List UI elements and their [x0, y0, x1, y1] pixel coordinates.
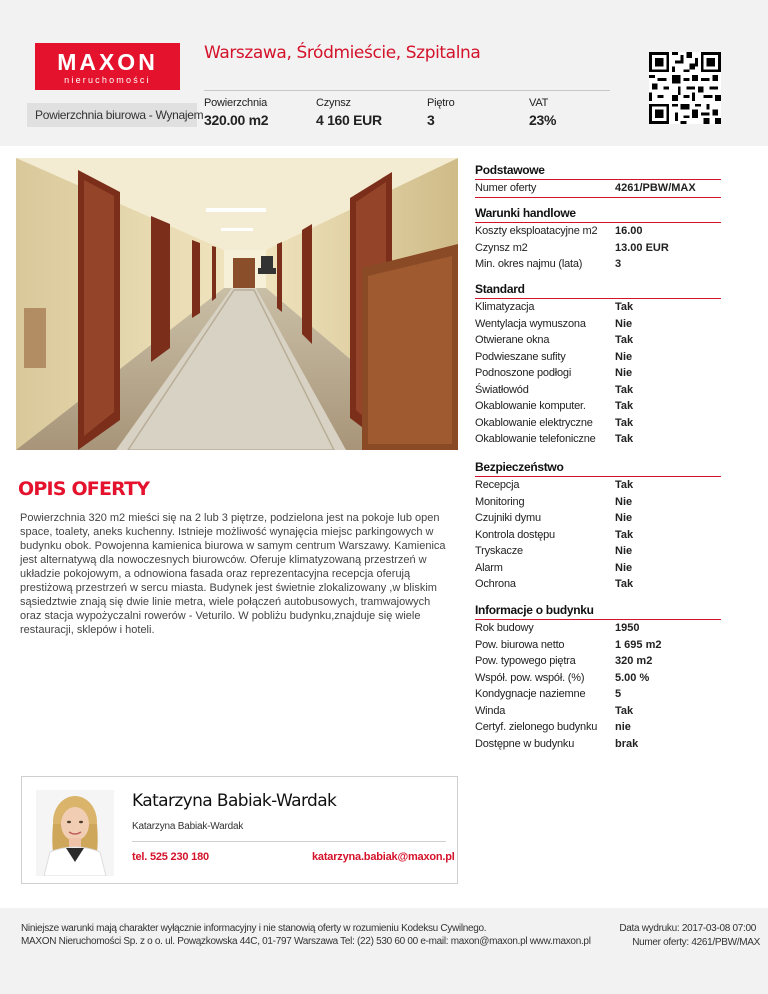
data-row — [475, 637, 721, 654]
row-key: Monitoring — [475, 495, 525, 508]
row-key: Numer oferty — [475, 182, 537, 194]
data-row — [475, 431, 721, 448]
row-key: Ochrona — [475, 578, 516, 590]
row-key: Winda — [475, 704, 506, 717]
row-value: Tak — [615, 334, 634, 346]
row-key: Recepcja — [475, 479, 520, 491]
row-value: Nie — [615, 561, 633, 574]
row-key: Koszty eksploatacyjne m2 — [475, 225, 598, 237]
row-key: Podnoszone podłogi — [475, 367, 572, 379]
data-row — [475, 349, 721, 366]
data-row — [475, 670, 721, 687]
agent-phone-link[interactable]: tel. 525 230 180 — [132, 851, 209, 863]
data-row — [475, 240, 721, 257]
section-title: Bezpieczeństwo — [475, 460, 721, 477]
data-row — [475, 560, 721, 577]
section-informacje-o-budynku — [475, 603, 721, 752]
agent-name: Katarzyna Babiak-Wardak — [132, 791, 337, 811]
row-value: Nie — [615, 367, 633, 379]
section-title: Informacje o budynku — [475, 603, 721, 620]
stat-area — [204, 97, 268, 128]
qr-code-icon[interactable] — [647, 52, 723, 124]
row-key: Światłowód — [475, 383, 529, 396]
header-divider — [204, 90, 610, 91]
row-value: 1 695 m2 — [615, 638, 662, 651]
data-row — [475, 180, 721, 198]
agent-card — [21, 776, 458, 884]
row-key: Alarm — [475, 561, 503, 574]
description-text: Powierzchnia 320 m2 mieści się na 2 lub 3 piętrze, podzielona jest na pokoje lub open space, toalety, aneks kuchenny. Istnieje możliwość wynajęcia miejsc parkingowych w budynku obok. Powojenna kamienica biurowa w samym centrum Warszawy. Kamienica jest alternatywą dla nowoczesnych biurowców. Oferuje klimatyzowaną przestrzeń w układzie pokojowym, a odnowiona fasada oraz reprezentacyjna recepcja oferują prestiżową przestrzeń w sercu miasta. Budynek jest świetnie zlokalizowany ,w bliskim sąsiedztwie znają się dwie linie metra, wiele połączeń autobusowych, tramwajowych oraz stacja wypożyczalni rowerów - Veturilo. W pobliżu budynku,znajduje się wiele restauracji, sklepów i hoteli. — [20, 512, 446, 636]
header — [0, 0, 768, 146]
row-value: 13.00 EUR — [615, 241, 669, 254]
stat-label: VAT — [529, 97, 549, 109]
data-row — [475, 365, 721, 382]
data-row — [475, 719, 721, 736]
row-key: Min. okres najmu (lata) — [475, 258, 583, 270]
footer-print-date: Data wydruku: 2017-03-08 07:00 — [619, 923, 756, 934]
data-row — [475, 299, 721, 316]
row-value: Tak — [615, 383, 634, 396]
section-podstawowe — [475, 163, 721, 198]
stat-rent — [316, 97, 382, 128]
stat-value: 3 — [427, 112, 435, 128]
office-corridor-photo[interactable] — [16, 158, 458, 450]
location-title: Warszawa, Śródmieście, Szpitalna — [204, 43, 481, 63]
row-value: 16.00 — [615, 225, 643, 237]
row-key: Wentylacja wymuszona — [475, 317, 586, 330]
data-row — [475, 653, 721, 670]
agent-email-link[interactable]: katarzyna.babiak@maxon.pl — [312, 851, 455, 863]
row-key: Podwieszane sufity — [475, 350, 566, 363]
data-row — [475, 398, 721, 415]
row-key: Kondygnacje naziemne — [475, 688, 586, 700]
row-value: Tak — [615, 578, 634, 590]
stat-label: Piętro — [427, 97, 455, 109]
data-row — [475, 543, 721, 560]
row-value: 4261/PBW/MAX — [615, 182, 696, 194]
row-key: Dostępne w budynku — [475, 737, 575, 750]
row-value: 5.00 % — [615, 671, 650, 684]
data-row — [475, 527, 721, 544]
row-key: Czynsz m2 — [475, 241, 528, 254]
data-row — [475, 316, 721, 333]
row-key: Czujniki dymu — [475, 512, 541, 524]
description-title: OPIS OFERTY — [18, 478, 150, 500]
row-key: Okablowanie telefoniczne — [475, 433, 596, 445]
row-key: Pow. biurowa netto — [475, 638, 565, 651]
offer-type-label: Powierzchnia biurowa - Wynajem — [27, 103, 197, 127]
row-value: 1950 — [615, 622, 640, 634]
data-row — [475, 382, 721, 399]
agent-photo — [36, 790, 114, 876]
row-key: Certyf. zielonego budynku — [475, 721, 598, 733]
row-value: 3 — [615, 258, 622, 270]
row-value: Nie — [615, 350, 633, 363]
section-title: Warunki handlowe — [475, 206, 721, 223]
data-row — [475, 686, 721, 703]
row-key: Otwierane okna — [475, 334, 550, 346]
section-standard — [475, 282, 721, 448]
data-row — [475, 494, 721, 511]
row-value: Tak — [615, 416, 634, 429]
data-row — [475, 415, 721, 432]
row-key: Okablowanie elektryczne — [475, 416, 593, 429]
section-warunki-handlowe — [475, 206, 721, 273]
row-value: 5 — [615, 688, 622, 700]
data-row — [475, 736, 721, 753]
maxon-logo[interactable] — [35, 43, 180, 90]
row-value: Nie — [615, 512, 633, 524]
section-title: Standard — [475, 282, 721, 299]
data-row — [475, 256, 721, 273]
stat-floor — [427, 97, 455, 128]
row-value: nie — [615, 721, 631, 733]
stat-value: 320.00 m2 — [204, 112, 269, 128]
data-row — [475, 510, 721, 527]
stat-value: 4 160 EUR — [316, 112, 382, 128]
data-row — [475, 223, 721, 240]
data-row — [475, 332, 721, 349]
stat-vat — [529, 97, 556, 128]
row-key: Klimatyzacja — [475, 301, 535, 313]
row-value: Tak — [615, 479, 634, 491]
row-value: Tak — [615, 528, 634, 541]
section-bezpieczenstwo — [475, 460, 721, 593]
stat-label: Powierzchnia — [204, 97, 268, 109]
data-row — [475, 620, 721, 637]
footer — [0, 908, 768, 994]
footer-company: MAXON Nieruchomości Sp. z o o. ul. Powązkowska 44C, 01-797 Warszawa Tel: (22) 530 60 00 e-mail: maxon@maxon.pl www.maxon.pl — [21, 936, 591, 947]
logo-sub: nieruchomości — [64, 75, 151, 85]
stat-label: Czynsz — [316, 97, 351, 109]
footer-offer-number: Numer oferty: 4261/PBW/MAX — [632, 937, 760, 948]
row-value: Nie — [615, 495, 633, 508]
row-key: Okablowanie komputer. — [475, 400, 586, 412]
footer-disclaimer: Niniejsze warunki mają charakter wyłącznie informacyjny i nie stanowią oferty w rozumieniu Kodeksu Cywilnego. — [21, 923, 487, 934]
stat-value: 23% — [529, 112, 557, 128]
row-value: 320 m2 — [615, 655, 653, 667]
data-row — [475, 576, 721, 593]
row-key: Współ. pow. współ. (%) — [475, 671, 585, 684]
section-title: Podstawowe — [475, 163, 721, 180]
row-value: brak — [615, 737, 639, 750]
row-value: Nie — [615, 545, 633, 557]
row-key: Rok budowy — [475, 622, 534, 634]
row-value: Tak — [615, 433, 634, 445]
row-value: Tak — [615, 400, 634, 412]
agent-divider — [132, 841, 446, 842]
agent-subname: Katarzyna Babiak-Wardak — [132, 821, 244, 832]
row-key: Tryskacze — [475, 545, 523, 557]
row-value: Tak — [615, 301, 634, 313]
data-row — [475, 477, 721, 494]
logo-main: MAXON — [57, 49, 158, 75]
row-key: Kontrola dostępu — [475, 528, 555, 541]
row-value: Nie — [615, 317, 633, 330]
data-row — [475, 703, 721, 720]
row-key: Pow. typowego piętra — [475, 655, 576, 667]
row-value: Tak — [615, 704, 634, 717]
